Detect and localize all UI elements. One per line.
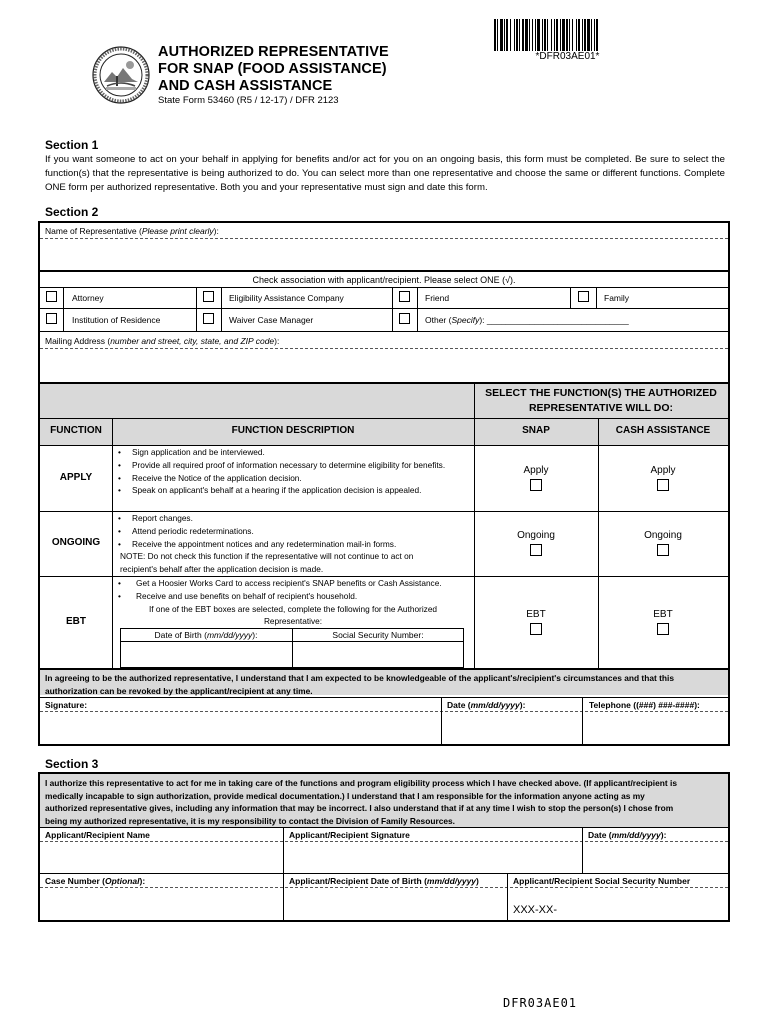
function-ebt: EBT — [66, 616, 86, 627]
authorization-text: I authorize this representative to act for me in taking care of the functions and program eligibility process which I have checked above. (If applicant/recipient is medically incapable to sign authorization, provide medical documentation.) I understand that I am responsible for the information anyone acting as my authorized representative gives, including any information that may be incorrect. I also understand that if at any time I wish to stop the person(s) I chose from being my authorized representative, it is my responsibility to contact the Division of Family Resources. — [45, 778, 678, 826]
section-3-heading: Section 3 — [45, 757, 99, 771]
ebt-ssn-field[interactable] — [294, 643, 462, 666]
applicant-signature-label: Applicant/Recipient Signature — [289, 830, 410, 840]
institution-of-residence-label: Institution of Residence — [72, 315, 161, 325]
section-2-heading: Section 2 — [45, 205, 99, 219]
column-snap: SNAP — [522, 425, 550, 436]
case-number-field[interactable] — [42, 889, 281, 919]
checkbox-snap-apply[interactable] — [530, 479, 542, 491]
barcode-icon — [494, 19, 641, 51]
applicant-dob-label: Applicant/Recipient Date of Birth (mm/dd/yyyy) — [289, 876, 479, 886]
column-cash-assistance: CASH ASSISTANCE — [615, 425, 711, 436]
checkbox-cash-apply[interactable] — [657, 479, 669, 491]
cash-ongoing-label: Ongoing — [644, 530, 682, 541]
snap-ongoing-label: Ongoing — [517, 530, 555, 541]
eligibility-assistance-company-label: Eligibility Assistance Company — [229, 293, 344, 303]
title-line-3: AND CASH ASSISTANCE — [158, 78, 333, 94]
representative-telephone-field[interactable] — [584, 713, 726, 743]
select-functions-header: SELECT THE FUNCTION(S) THE AUTHORIZED REPRESENTATIVE WILL DO: — [485, 387, 717, 414]
applicant-name-label: Applicant/Recipient Name — [45, 830, 150, 840]
ebt-dob-label: Date of Birth (mm/dd/yyyy): — [154, 630, 258, 640]
ebt-ssn-label: Social Security Number: — [332, 630, 424, 640]
footer-form-code: DFR03AE01 — [503, 996, 578, 1010]
checkbox-cash-ebt[interactable] — [657, 623, 669, 635]
representative-date-field[interactable] — [443, 713, 580, 743]
snap-ebt-label: EBT — [526, 609, 546, 620]
applicant-ssn-label: Applicant/Recipient Social Security Number — [513, 876, 691, 886]
attorney-label: Attorney — [72, 293, 104, 303]
function-apply: APPLY — [59, 472, 93, 483]
ebt-description: • Get a Hoosier Works Card to access recipient's SNAP benefits or Cash Assistance. • Receive and use benefits on behalf of recipient's household. If one of the EBT boxes are selected, complete the following for the Authorized Representative: — [114, 577, 472, 628]
waiver-case-manager-label: Waiver Case Manager — [229, 315, 314, 325]
ebt-dob-field[interactable] — [122, 643, 290, 666]
form-title — [158, 44, 389, 95]
representative-signature-field[interactable] — [42, 713, 439, 743]
mailing-address-field[interactable] — [42, 350, 726, 380]
rep-date-label: Date (mm/dd/yyyy): — [447, 700, 526, 710]
checkbox-institution-of-residence[interactable] — [46, 313, 57, 324]
form-number: State Form 53460 (R5 / 12-17) / DFR 2123 — [158, 95, 339, 106]
checkbox-waiver-case-manager[interactable] — [203, 313, 214, 324]
snap-apply-label: Apply — [523, 465, 549, 476]
apply-description: • Sign application and be interviewed. • Provide all required proof of information necessary to determine eligibility for benefits. • Receive the Notice of the application decision. • Speak on applicant's behalf at a hearing if the application decision is appealed. — [114, 446, 472, 497]
signature-label: Signature: — [45, 700, 88, 710]
title-line-2: FOR SNAP (FOOD ASSISTANCE) — [158, 61, 387, 77]
applicant-date-field[interactable] — [584, 843, 726, 871]
ongoing-description: • Report changes. • Attend periodic redeterminations. • Receive the appointment notices and any redetermination mail-in forms. NOTE: Do not check this function if the representative will not continue to act on recipient's behalf after the application decision is made. — [114, 512, 472, 576]
mailing-address-label: Mailing Address (number and street, city, state, and ZIP code): — [45, 336, 280, 346]
friend-label: Friend — [425, 293, 450, 303]
representative-name-label: Name of Representative (Please print clearly): — [45, 226, 219, 236]
column-function-description: FUNCTION DESCRIPTION — [231, 425, 355, 436]
agreement-text: In agreeing to be the authorized representative, I understand that I am expected to be knowledgeable of the applicant's/recipient's circumstances and that this authorization can be revoked by the applicant/recipient at any time. — [45, 673, 674, 696]
case-number-label: Case Number (Optional): — [45, 876, 146, 886]
column-function: FUNCTION — [50, 425, 102, 436]
checkbox-friend[interactable] — [399, 291, 410, 302]
state-seal-icon — [92, 46, 150, 104]
telephone-label: Telephone ((###) ###-####): — [589, 700, 700, 710]
checkbox-snap-ongoing[interactable] — [530, 544, 542, 556]
other-specify-label: Other (Specify): ______________________________ — [425, 315, 629, 325]
checkbox-attorney[interactable] — [46, 291, 57, 302]
section-1-instructions: If you want someone to act on your behalf in applying for benefits and/or act for you on an ongoing basis, this form must be completed. Be sure to select the function(s) that the representative is being authorized to do. You can select more than one representative and choose the same or different functions. Complete ONE form per authorized representative. Both you and your representative must sign and date this form. — [45, 154, 725, 193]
family-label: Family — [604, 293, 630, 303]
applicant-name-field[interactable] — [42, 843, 281, 871]
applicant-signature-field[interactable] — [285, 843, 580, 871]
applicant-date-label: Date (mm/dd/yyyy): — [588, 830, 667, 840]
applicant-ssn-value: XXX-XX- — [513, 904, 558, 916]
applicant-dob-field[interactable] — [285, 889, 505, 919]
section-1-heading: Section 1 — [45, 138, 99, 152]
title-line-1: AUTHORIZED REPRESENTATIVE — [158, 44, 389, 60]
barcode-text: *DFR03AE01* — [535, 51, 600, 62]
checkbox-family[interactable] — [578, 291, 589, 302]
checkbox-other[interactable] — [399, 313, 410, 324]
checkbox-cash-ongoing[interactable] — [657, 544, 669, 556]
checkbox-eligibility-assistance-company[interactable] — [203, 291, 214, 302]
cash-apply-label: Apply — [650, 465, 676, 476]
representative-name-field[interactable] — [42, 240, 726, 268]
cash-ebt-label: EBT — [653, 609, 673, 620]
function-ongoing: ONGOING — [51, 537, 101, 548]
checkbox-snap-ebt[interactable] — [530, 623, 542, 635]
association-header: Check association with applicant/recipient. Please select ONE (√). — [252, 275, 516, 285]
